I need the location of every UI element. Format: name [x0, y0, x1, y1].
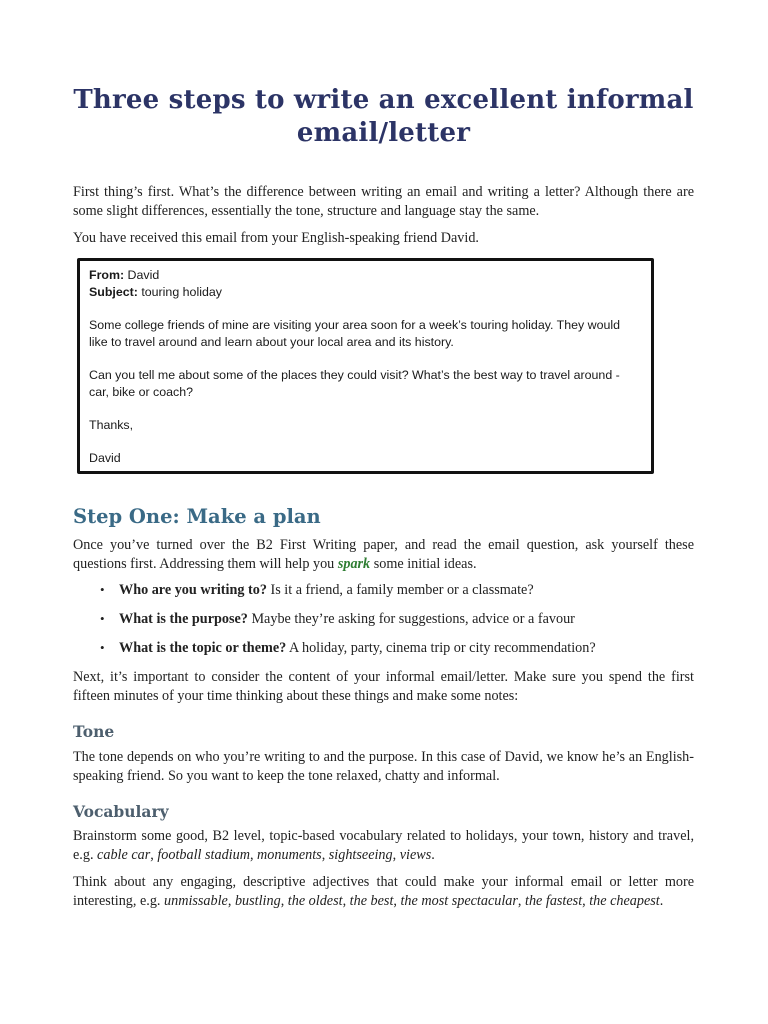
email-subject-value: touring holiday [137, 285, 222, 299]
vocabulary-heading: Vocabulary [73, 802, 169, 821]
bullet: • [100, 611, 105, 626]
email-closing: Thanks, [89, 418, 134, 432]
bullet: • [100, 582, 105, 597]
email-from-line [89, 267, 641, 284]
email-from-label: From: [89, 268, 125, 282]
planning-questions-list [73, 581, 694, 668]
list-item: • What is the purpose? Maybe they’re asking for suggestions, advice or a favour [100, 611, 575, 627]
email-body-line: like to travel around and learn about your local area and its history. [89, 335, 454, 349]
email-body-line: Some college friends of mine are visiting your area soon for a week’s touring holiday. They would [89, 318, 621, 332]
step-one-heading: Step One: Make a plan [73, 505, 321, 528]
tone-paragraph: The tone depends on who you’re writing to and the purpose. In this case of David, we know he’s an English-speaking friend. So you want to keep the tone relaxed, chatty and informal. [73, 749, 694, 784]
email-from-value: David [124, 268, 160, 282]
page-title: Three steps to write an excellent informal email/letter [73, 85, 694, 148]
email-signature: David [89, 451, 121, 465]
document-page [73, 0, 694, 909]
email-subject-label: Subject: [89, 285, 138, 299]
list-item: • What is the topic or theme? A holiday, party, cinema trip or city recommendation? [100, 640, 596, 656]
email-subject-line [89, 284, 641, 301]
email-prompt-box [77, 258, 654, 474]
bullet: • [100, 640, 105, 655]
list-item: • Who are you writing to? Is it a friend, a family member or a classmate? [100, 582, 534, 598]
email-body-line: Can you tell me about some of the places they could visit? What’s the best way to travel around - [89, 368, 620, 382]
spark-highlight: spark [337, 555, 371, 572]
tone-heading: Tone [73, 722, 115, 741]
vocabulary-paragraph: Brainstorm some good, B2 level, topic-based vocabulary related to holidays, your town, history and travel, e.g. cable car, football stadium, monuments, sightseeing, views. [73, 828, 694, 863]
content-paragraph: Next, it’s important to consider the content of your informal email/letter. Make sure you spend the first fifteen minutes of your time thinking about these things and make some notes: [73, 669, 694, 704]
intro-paragraph: First thing’s first. What’s the difference between writing an email and writing a letter? Although there are some slight differences, essentially the tone, structure and language stay the same. [73, 184, 694, 219]
intro-email-prompt: You have received this email from your English-speaking friend David. [73, 230, 479, 246]
step-one-paragraph: Once you’ve turned over the B2 First Writing paper, and read the email question, ask yourself these questions first. Addressing them will help you spark some initial ideas. [73, 537, 694, 572]
adjectives-paragraph: Think about any engaging, descriptive adjectives that could make your informal email or letter more interesting, e.g. unmissable, bustling, the oldest, the best, the most spectacular, the fastest, the cheapest. [73, 874, 694, 909]
email-body-line: car, bike or coach? [89, 385, 194, 399]
